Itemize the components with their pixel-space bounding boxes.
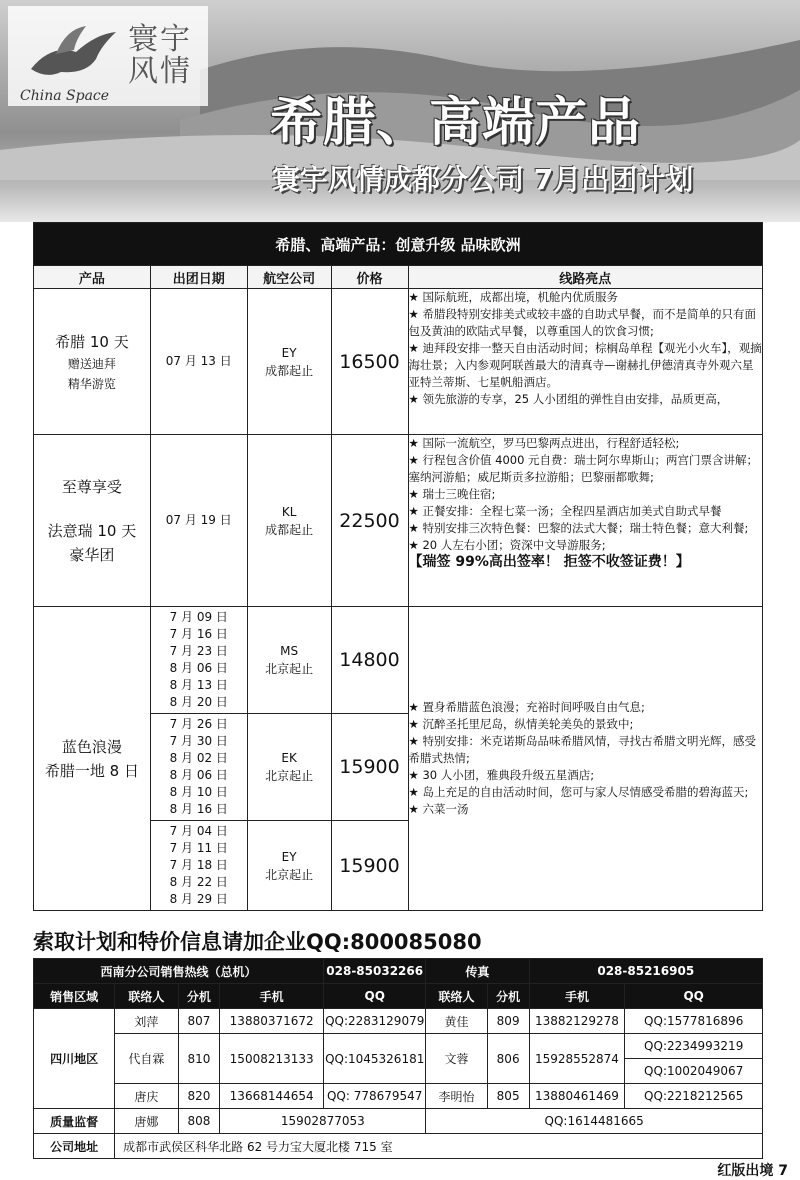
header-qq: QQ xyxy=(625,984,763,1009)
cell-text: 15008213133 xyxy=(220,1034,324,1084)
cell-text: QQ: 778679547 xyxy=(324,1084,426,1109)
cell-text: 8 月 06 日 xyxy=(169,661,228,675)
cell-text: 8 月 29 日 xyxy=(169,892,228,906)
cell-text: 8 月 02 日 xyxy=(169,751,228,765)
product-name xyxy=(34,607,151,911)
table-row xyxy=(34,289,763,435)
col-airline: 航空公司 xyxy=(247,266,331,289)
price: 14800 xyxy=(331,607,408,714)
cell-text: 希腊一地 8 日 xyxy=(44,761,139,780)
cell-text: EY xyxy=(281,849,297,864)
cell-text: 文蓉 xyxy=(426,1034,487,1084)
page-footer: 红版出境 7 xyxy=(717,1163,788,1179)
cell-text: 唐娜 xyxy=(115,1109,178,1134)
cell-text: 唐庆 xyxy=(115,1084,178,1109)
departure-date: 07 月 13 日 xyxy=(150,289,247,435)
cell-text: ★ 30 人小团，雅典段升级五星酒店; xyxy=(408,768,595,782)
cell-text: ★ 国际一流航空，罗马巴黎两点进出，行程舒适轻松; xyxy=(408,436,680,450)
airline xyxy=(247,821,331,911)
cell-text: ★ 行程包含价值 4000 元自费：瑞士阿尔卑斯山；两宫门票含讲解；塞纳河游船；威尼斯贡多拉游船；巴黎丽都歌舞; xyxy=(408,453,759,484)
cell-text: 李明怡 xyxy=(426,1084,487,1109)
departure-dates xyxy=(150,607,247,714)
cell-text: 13880461469 xyxy=(529,1084,625,1109)
cell-text: QQ:2218212565 xyxy=(625,1084,763,1109)
price: 16500 xyxy=(331,289,408,435)
cell-text: ★ 特别安排：米克诺斯岛品味希腊风情，寻找古希腊文明光辉，感受希腊式热情; xyxy=(408,734,756,765)
col-price: 价格 xyxy=(331,266,408,289)
banner xyxy=(0,0,800,222)
cell-text: QQ:1614481665 xyxy=(426,1109,763,1134)
cell-text: 8 月 22 日 xyxy=(169,875,228,889)
col-date: 出团日期 xyxy=(150,266,247,289)
cell-text: 810 xyxy=(178,1034,220,1084)
cell-text: 808 xyxy=(178,1109,220,1134)
cell-text: 7 月 26 日 xyxy=(169,717,228,731)
cell-text: ★ 岛上充足的自由活动时间，您可与家人尽情感受希腊的碧海蓝天; xyxy=(408,785,749,799)
cell-text: 北京起止 xyxy=(265,769,314,783)
cell-text: QQ:1045326181 xyxy=(324,1034,426,1084)
cell-text: QQ:1002049067 xyxy=(625,1059,763,1084)
cell-text: 809 xyxy=(487,1009,529,1034)
table-row xyxy=(34,435,763,607)
product-name xyxy=(34,435,151,607)
cell-text: 至尊享受 xyxy=(61,477,122,496)
route-highlights xyxy=(408,289,762,435)
route-highlights xyxy=(408,435,762,607)
table-row xyxy=(34,1034,763,1059)
header-qq: QQ xyxy=(324,984,426,1009)
sales-contact-table xyxy=(33,958,763,1159)
product-name xyxy=(34,289,151,435)
cell-text: 法意瑞 10 天 xyxy=(47,521,137,540)
cell-text: 蓝色浪漫 xyxy=(61,737,122,756)
departure-date: 07 月 19 日 xyxy=(150,435,247,607)
price: 15900 xyxy=(331,714,408,821)
cell-text: 成都起止 xyxy=(265,363,314,378)
brand-name-en: China Space xyxy=(20,88,110,104)
cell-text: 刘萍 xyxy=(115,1009,178,1034)
cell-text: ★ 正餐安排：全程七菜一汤；全程四星酒店加美式自助式早餐 xyxy=(408,504,722,518)
cell-text: 805 xyxy=(487,1084,529,1109)
table-row xyxy=(34,1084,763,1109)
cell-text: QQ:2234993219 xyxy=(625,1034,763,1059)
qa-label: 质量监督 xyxy=(34,1109,115,1134)
cell-text: 13882129278 xyxy=(529,1009,625,1034)
cell-text: 代自霖 xyxy=(115,1034,178,1084)
cell-text: 13668144654 xyxy=(220,1084,324,1109)
cell-text: 7 月 23 日 xyxy=(169,644,228,658)
cell-text: 8 月 06 日 xyxy=(169,768,228,782)
cell-text: ★ 六菜一汤 xyxy=(408,802,469,816)
cell-text: MS xyxy=(280,644,299,658)
cell-text: 8 月 16 日 xyxy=(169,802,228,816)
table-row xyxy=(34,1109,763,1134)
header-ext: 分机 xyxy=(487,984,529,1009)
cell-text: ★ 置身希腊蓝色浪漫；充裕时间呼吸自由气息; xyxy=(408,700,645,714)
price: 22500 xyxy=(331,435,408,607)
header-contact: 联络人 xyxy=(115,984,178,1009)
cell-text: ★ 迪拜段安排一整天自由活动时间；棕榈岛单程【观光小火车】，观摘海壮景；入内参观阿联酋最大的清真寺—谢赫扎伊德清真寺外观六星亚特兰蒂斯、七星帆船酒店。 xyxy=(408,341,762,389)
cell-text: 7 月 09 日 xyxy=(169,610,228,624)
header-mobile: 手机 xyxy=(220,984,324,1009)
cell-text: 806 xyxy=(487,1034,529,1084)
cell-text: ★ 领先旅游的专享，25 人小团组的弹性自由安排，品质更高， xyxy=(408,392,729,406)
address-label: 公司地址 xyxy=(34,1134,115,1159)
cell-text: 精华游览 xyxy=(67,376,116,391)
fax-number: 028-85216905 xyxy=(529,959,762,984)
col-product: 产品 xyxy=(34,266,151,289)
table-row xyxy=(34,1009,763,1034)
cell-text: 7 月 16 日 xyxy=(169,627,228,641)
header-contact: 联络人 xyxy=(426,984,487,1009)
logo xyxy=(8,6,208,106)
cell-text: 15902877053 xyxy=(220,1109,426,1134)
departure-dates xyxy=(150,714,247,821)
route-highlights xyxy=(408,607,762,911)
page-title: 希腊、高端产品 xyxy=(270,93,642,153)
cell-text: 成都起止 xyxy=(265,522,314,537)
departure-dates xyxy=(150,821,247,911)
cell-text: QQ:2283129079 xyxy=(324,1009,426,1034)
cell-text: 北京起止 xyxy=(265,662,314,676)
cell-text: ★ 沉醉圣托里尼岛，纵情美轮美奂的景致中; xyxy=(408,717,634,731)
cell-text: 黄佳 xyxy=(426,1009,487,1034)
cell-text: 8 月 20 日 xyxy=(169,695,228,709)
cell-text: ★ 20 人左右小团；资深中文导游服务; xyxy=(408,538,606,552)
header-mobile: 手机 xyxy=(529,984,625,1009)
cell-text: EK xyxy=(281,751,297,765)
col-highlights: 线路亮点 xyxy=(408,266,762,289)
cell-text: 8 月 10 日 xyxy=(169,785,228,799)
cell-text: 希腊 10 天 xyxy=(55,332,129,351)
fax-label: 传真 xyxy=(426,959,529,984)
table-header: 希腊、高端产品：创意升级 品味欧洲 xyxy=(34,223,763,266)
hotline-number: 028-85032266 xyxy=(324,959,426,984)
cell-text: QQ:1577816896 xyxy=(625,1009,763,1034)
cell-text: 赠送迪拜 xyxy=(67,356,116,371)
cell-text: 7 月 04 日 xyxy=(169,824,228,838)
price: 15900 xyxy=(331,821,408,911)
header-region: 销售区域 xyxy=(34,984,115,1009)
cell-text: 15928552874 xyxy=(529,1034,625,1084)
cell-text: ★ 国际航班，成都出境，机舱内优质服务 xyxy=(408,290,618,304)
cell-text: 13880371672 xyxy=(220,1009,324,1034)
cell-text: 7 月 11 日 xyxy=(169,841,228,855)
brand-name-cn: 寰宇风情 xyxy=(128,22,192,89)
flying-horse-icon xyxy=(26,24,121,84)
visa-note: 【瑞签 99%高出签率！ 拒签不收签证费！】 xyxy=(408,554,690,570)
address: 成都市武侯区科华北路 62 号力宝大厦北楼 715 室 xyxy=(115,1134,763,1159)
cell-text: 豪华团 xyxy=(69,545,115,564)
cell-text: 807 xyxy=(178,1009,220,1034)
cell-text: ★ 希腊段特别安排美式或较丰盛的自助式早餐，而不是简单的只有面包及黄油的欧陆式早餐，以尊重国人的饮食习惯; xyxy=(408,307,756,338)
table-row xyxy=(34,1134,763,1159)
header-ext: 分机 xyxy=(178,984,220,1009)
tour-plan-table xyxy=(33,222,763,911)
page-subtitle: 寰宇风情成都分公司 7月出团计划 xyxy=(272,163,694,196)
airline xyxy=(247,435,331,607)
cell-text: 8 月 13 日 xyxy=(169,678,228,692)
airline xyxy=(247,607,331,714)
airline xyxy=(247,289,331,435)
cell-text: ★ 瑞士三晚住宿; xyxy=(408,487,496,501)
airline xyxy=(247,714,331,821)
table-row xyxy=(34,607,763,714)
cell-text: 北京起止 xyxy=(265,867,314,882)
cell-text: KL xyxy=(281,504,297,519)
cell-text: 7 月 18 日 xyxy=(169,858,228,872)
hotline-label: 西南分公司销售热线（总机） xyxy=(34,959,324,984)
cell-text: 820 xyxy=(178,1084,220,1109)
cell-text: ★ 特别安排三次特色餐：巴黎的法式大餐；瑞士特色餐；意大利餐; xyxy=(408,521,749,535)
cell-text: 7 月 30 日 xyxy=(169,734,228,748)
qq-contact-line: 索取计划和特价信息请加企业QQ:800085080 xyxy=(33,930,482,954)
cell-text: EY xyxy=(281,345,297,360)
region: 四川地区 xyxy=(34,1009,115,1109)
